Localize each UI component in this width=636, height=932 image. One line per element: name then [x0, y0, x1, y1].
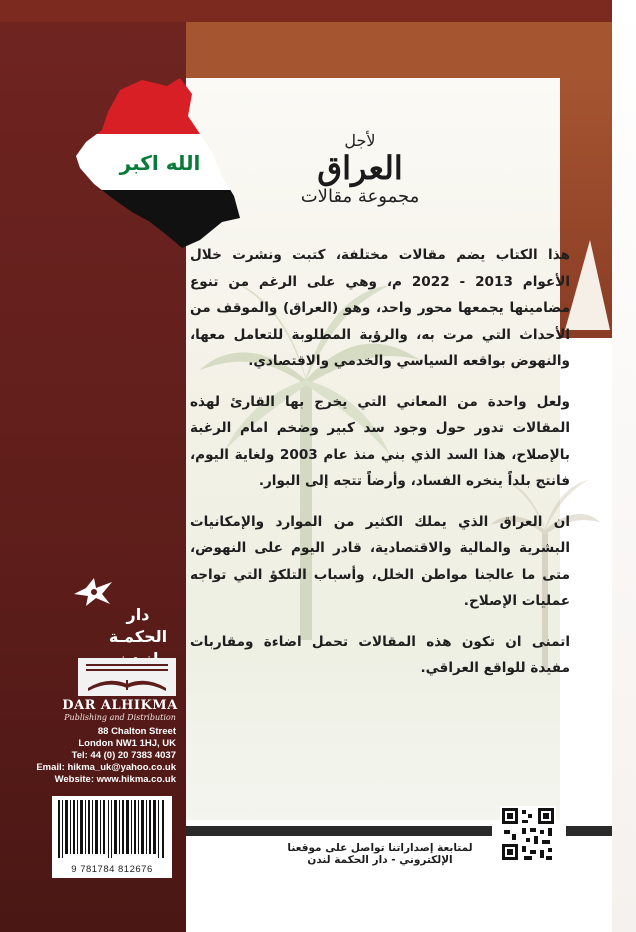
book-subtitle: مجموعة مقالات	[300, 186, 420, 207]
publisher-name: DAR ALHIKMA	[62, 698, 178, 713]
address-email: Email: hikma_uk@yahoo.co.uk	[36, 762, 176, 773]
address-city: London NW1 1HJ, UK	[78, 738, 176, 749]
footer-bar-left	[186, 826, 492, 836]
blurb-paragraph-2: ولعل واحدة من المعاني التي يخرج بها القارئ لهذه المقالات تدور حول وجود سد كبير وضخم امام الرغبة بالإصلاح، هذا السد الذي بني منذ عام 2003 ولغاية اليوم، فانتج بلداً ينخره الفساد، وأرضاً تتجه إلى البوار.	[190, 393, 571, 489]
blurb-paragraph-3: ان العراق الذي يملك الكثير من الموارد والإمكانيات البشرية والمالية والاقتصادية، قادر اليوم على النهوض، متى ما عالجنا مواطن الخلل، وأسباب التلكؤ التي تواجه عمليات الإصلاح.	[190, 513, 570, 609]
address-street: 88 Chalton Street	[97, 726, 176, 737]
book-logo-icon	[78, 658, 176, 696]
isbn-number: 9 781784 812676	[71, 864, 153, 875]
right-strip	[612, 0, 636, 932]
title-block	[290, 132, 430, 208]
title-prefix: لأجل	[344, 131, 376, 150]
publisher-address	[6, 726, 176, 786]
blurb-paragraph-4: اتمنى ان تكون هذه المقالات تحمل اضاءة ومقاربات مفيدة للواقع العراقي.	[190, 633, 570, 676]
decor-triangle	[565, 240, 610, 330]
book-title: العراق	[317, 149, 403, 187]
blurb	[190, 242, 570, 696]
publisher-tagline: Publishing and Distribution	[64, 713, 176, 722]
barcode-icon	[52, 796, 172, 862]
footer-text: لمتابعة إصداراتنا تواصل على موقعنا الإلكتروني - دار الحكمة لندن	[287, 842, 473, 866]
address-phone: Tel: 44 (0) 20 7383 4037	[71, 750, 176, 761]
flag-text: الله اكبر	[119, 151, 201, 175]
blurb-paragraph-1: هذا الكتاب يضم مقالات مختلفة، كتبت ونشرت خلال الأعوام 2013 - 2022 م، وهي على الرغم من تنوع مضامينها يجمعها محور واحد، وهو (العراق) والموقف من الأحداث التي مرت به، والرؤية المطلوبة للتعامل معها، والنهوض بواقعه السياسي والخدمي والاقتصادي.	[190, 247, 571, 369]
publisher-arabic-name: دار الحكمـة	[108, 605, 168, 646]
top-brown-panel	[186, 22, 612, 78]
footer-bar-right	[566, 826, 612, 836]
qr-code-icon	[500, 806, 556, 862]
top-band	[0, 0, 636, 22]
bird-logo-icon	[72, 574, 116, 608]
iraq-flag-map-icon	[72, 72, 242, 252]
address-website: Website: www.hikma.co.uk	[54, 774, 176, 785]
